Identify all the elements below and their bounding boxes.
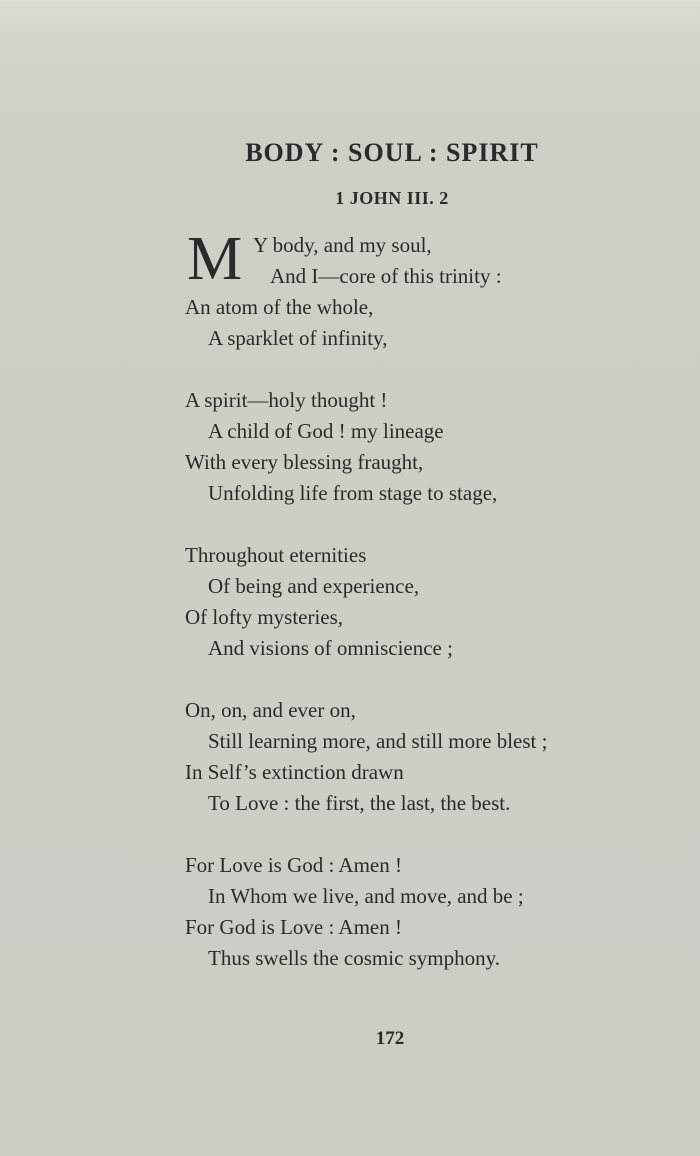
poem-line: In Self’s extinction drawn bbox=[185, 760, 404, 784]
drop-cap: M bbox=[187, 225, 243, 293]
poem-line: Thus swells the cosmic symphony. bbox=[208, 946, 501, 970]
poem-line: Throughout eternities bbox=[185, 543, 367, 567]
poem-line: A spirit—holy thought ! bbox=[185, 388, 388, 412]
poem-line: Of lofty mysteries, bbox=[185, 605, 344, 629]
poem-line: An atom of the whole, bbox=[185, 295, 374, 319]
poem-line: And I—core of this trinity : bbox=[270, 264, 502, 288]
stanza-break bbox=[185, 509, 547, 540]
poem-line: For God is Love : Amen ! bbox=[185, 915, 402, 939]
poem-line: Unfolding life from stage to stage, bbox=[208, 481, 498, 505]
stanza-break bbox=[185, 819, 547, 850]
poem-line: A sparklet of infinity, bbox=[208, 326, 388, 350]
poem-line: On, on, and ever on, bbox=[185, 698, 356, 722]
poem-line: For Love is God : Amen ! bbox=[185, 853, 402, 877]
poem-line: Of being and experience, bbox=[208, 574, 420, 598]
page-number: 172 bbox=[375, 1028, 405, 1049]
poem-title: BODY : SOUL : SPIRIT bbox=[245, 138, 539, 167]
poem-line: Y body, and my soul, bbox=[253, 233, 432, 257]
poem-line: Still learning more, and still more blest ; bbox=[208, 729, 548, 753]
poem-line: With every blessing fraught, bbox=[185, 450, 424, 474]
poem-body bbox=[185, 225, 548, 974]
poem-subtitle: 1 JOHN III. 2 bbox=[335, 188, 449, 208]
poem-line: In Whom we live, and move, and be ; bbox=[208, 884, 524, 908]
poem-line: To Love : the first, the last, the best. bbox=[208, 791, 511, 815]
poem-line: And visions of omniscience ; bbox=[208, 636, 453, 660]
stanza-break bbox=[185, 354, 547, 385]
poem-line: A child of God ! my lineage bbox=[208, 419, 444, 443]
stanza-break bbox=[185, 664, 547, 695]
